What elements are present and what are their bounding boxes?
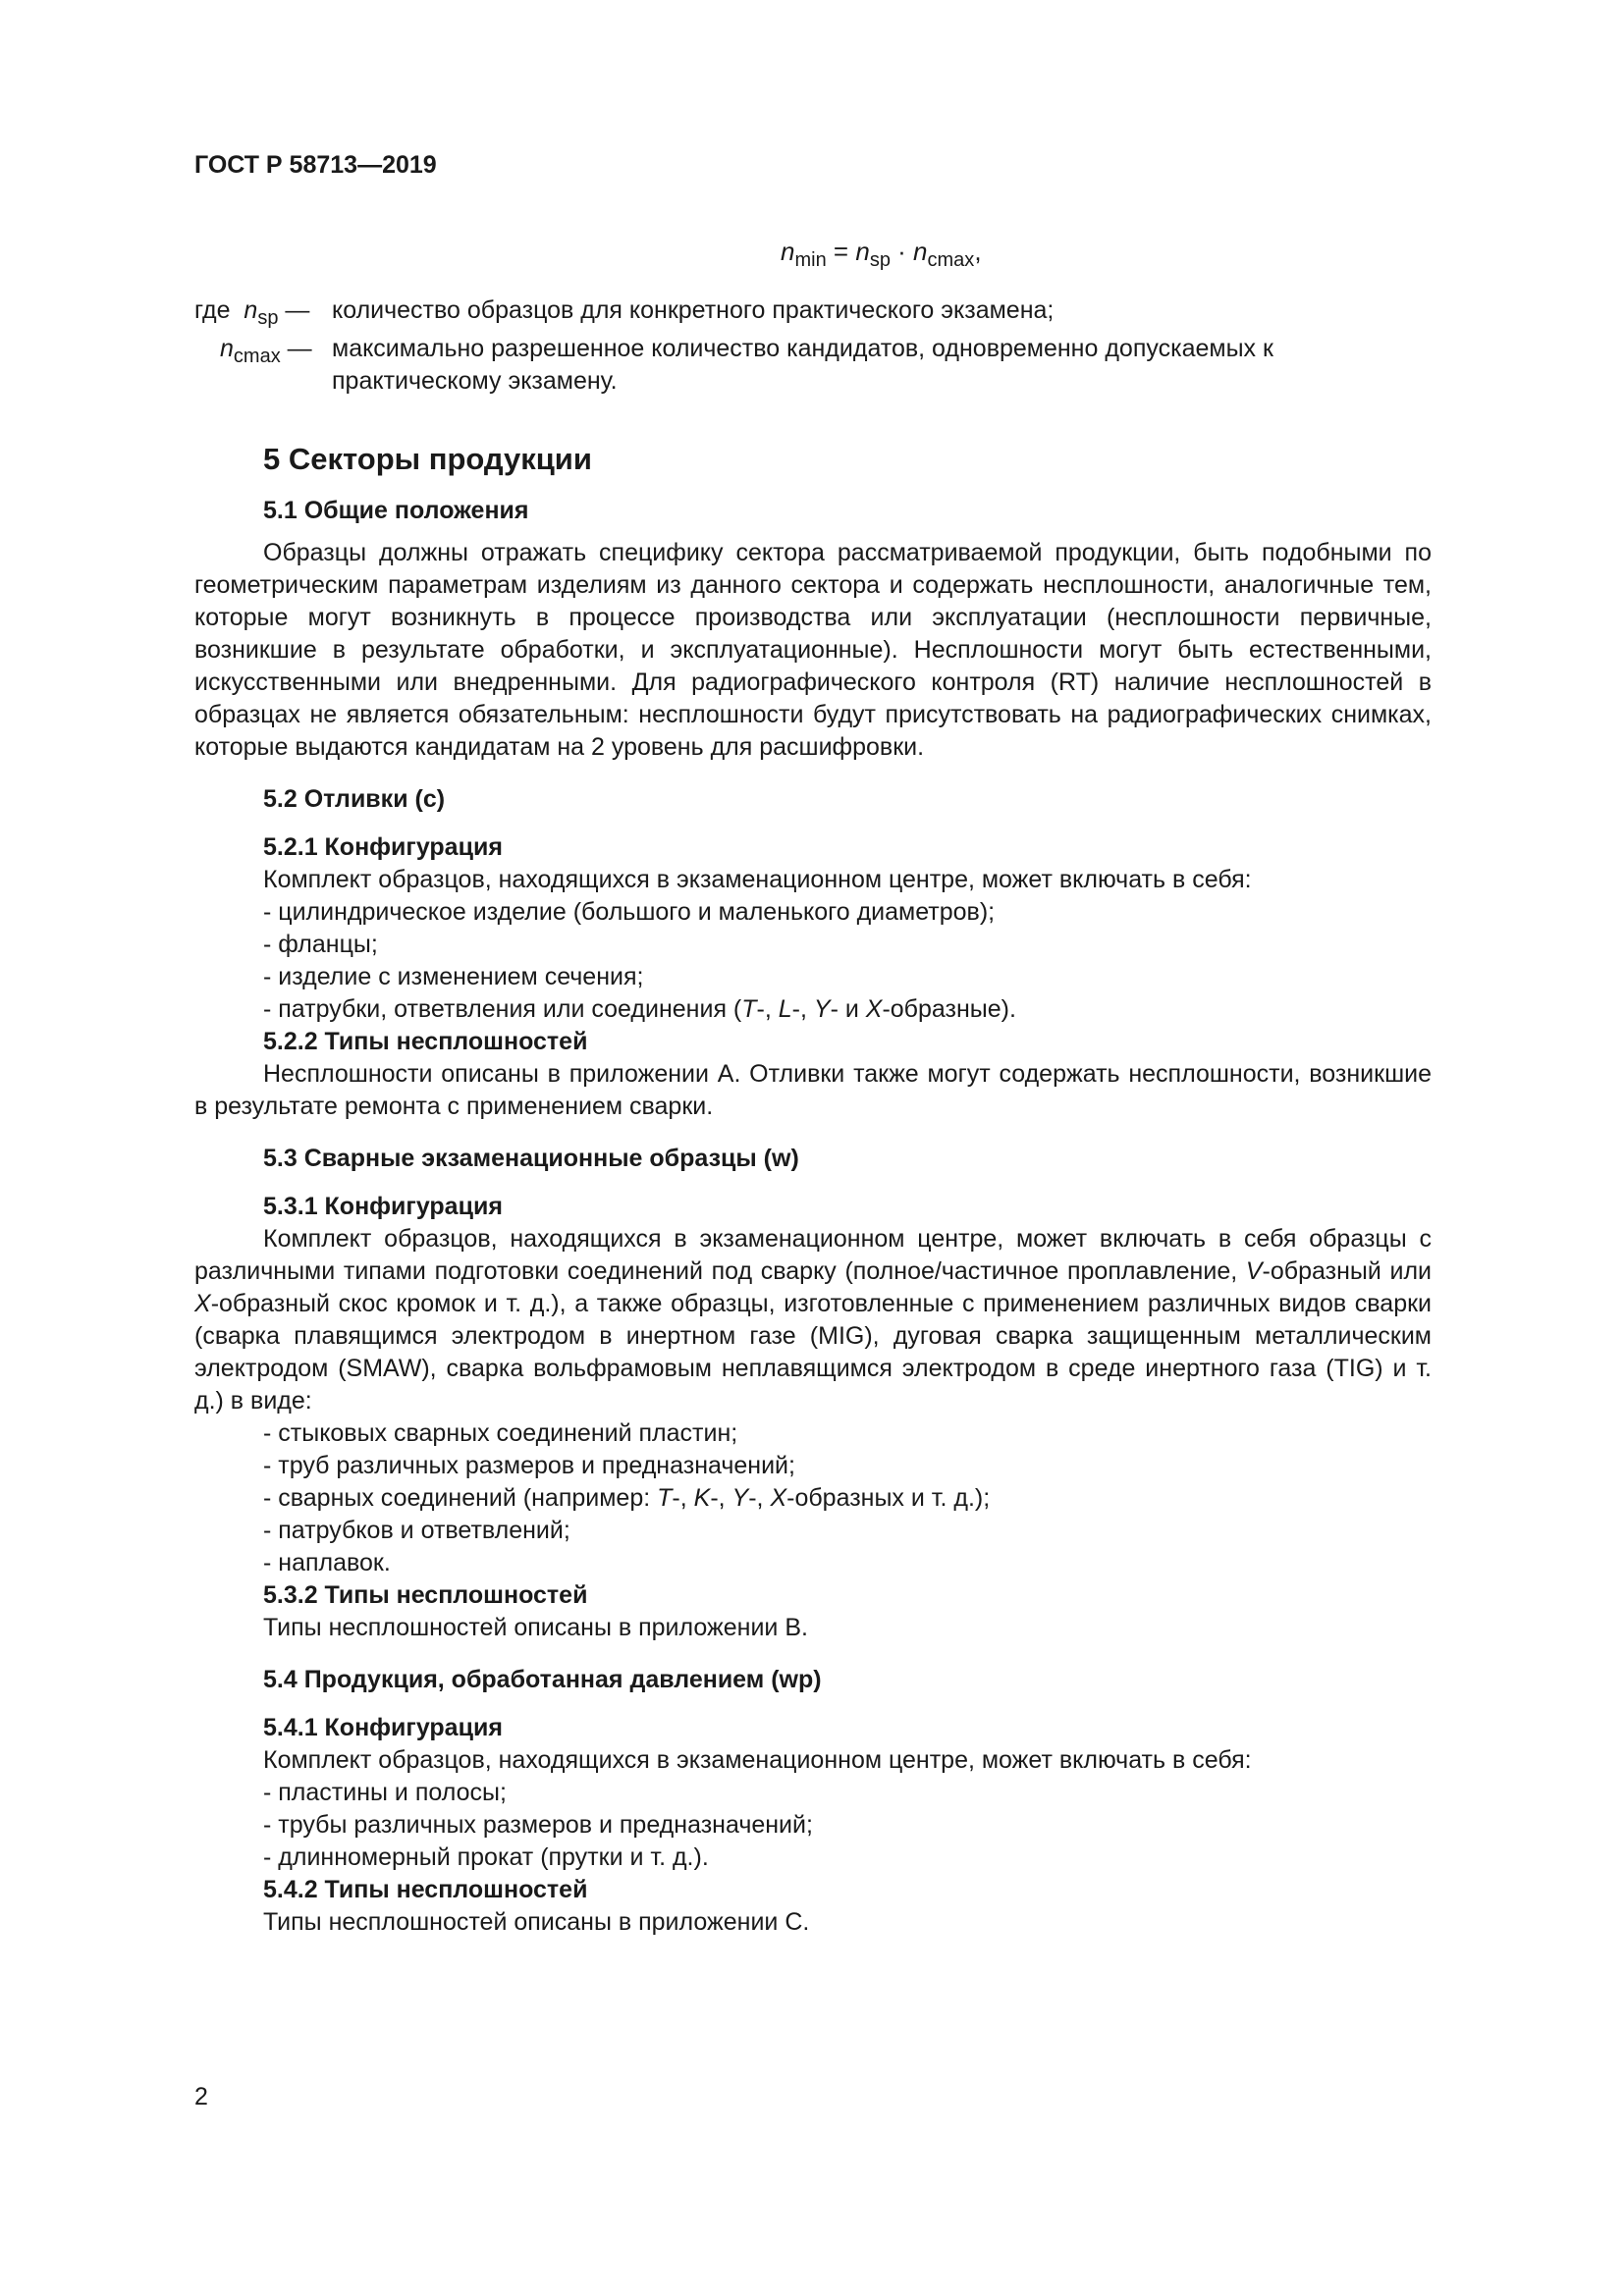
section-title-5-4-1: 5.4.1 Конфигурация [263, 1714, 503, 1741]
list-item: - длинномерный прокат (прутки и т. д.). [263, 1843, 709, 1871]
paragraph-5-3-1: Комплект образцов, находящихся в экзаменационном центре, может включать в себя образцы с различными типами подготовки соединений под сварку (полное/частичное проплавление, V-образный или X-образный скос кромок и т. д.), а также образцы, изготовленные с применением различных видов сварки (сварка плавящимся электродом в инертном газе (MIG), дуговая сварка защищенным металлическим электродом (SMAW), сварка вольфрамовым неплавящимся электродом в среде инертного газа (TIG) и т. д.) в виде: [194, 1225, 1432, 1415]
paragraph-5-2-2: Несплошности описаны в приложении A. Отливки также могут содержать несплошности, возникшие в результате ремонта с применением сварки. [194, 1060, 1432, 1120]
section-title-5-1: 5.1 Общие положения [263, 497, 529, 524]
list-item: - цилиндрическое изделие (большого и маленького диаметров); [263, 898, 996, 926]
list-item: - патрубков и ответвлений; [263, 1517, 570, 1544]
section-title-5-3: 5.3 Сварные экзаменационные образцы (w) [263, 1145, 799, 1172]
section-title-5-2: 5.2 Отливки (c) [263, 785, 446, 813]
section-title-5-4-2: 5.4.2 Типы несплошностей [263, 1876, 588, 1903]
paragraph-5-2-1-intro: Комплект образцов, находящихся в экзаменационном центре, может включать в себя: [263, 866, 1252, 893]
legend-item-ncmax [194, 333, 1432, 398]
list-item: - наплавок. [263, 1549, 391, 1576]
section-title-5-3-1: 5.3.1 Конфигурация [263, 1193, 503, 1220]
page-number: 2 [194, 2083, 208, 2110]
list-item: - трубы различных размеров и предназначений; [263, 1811, 813, 1839]
section-title-5-4: 5.4 Продукция, обработанная давлением (wp) [263, 1666, 822, 1693]
legend-symbol: $n_{cmax}$ — [220, 335, 312, 367]
list-5-3-1 [194, 1417, 1432, 1579]
list-item: - пластины и полосы; [263, 1779, 507, 1806]
document-body [194, 440, 1432, 1939]
legend-text: количество образцов для конкретного практического экзамена; [332, 296, 1055, 324]
formula: $n_{min} = n_{sp} \cdot n_{cmax}$, [781, 237, 982, 271]
list-5-2-1 [194, 896, 1432, 1026]
legend-symbol: где $n_{sp}$ — [194, 296, 310, 329]
paragraph-5-3-2: Типы несплошностей описаны в приложении B. [263, 1614, 808, 1641]
list-item: - изделие с изменением сечения; [263, 963, 644, 990]
list-item: - стыковых сварных соединений пластин; [263, 1419, 738, 1447]
section-title-5: 5 Секторы продукции [263, 442, 592, 476]
legend-item-nsp [194, 294, 1432, 327]
list-item: - патрубки, ответвления или соединения (T-, L-, Y- и X-образные). [263, 995, 1016, 1023]
section-title-5-2-1: 5.2.1 Конфигурация [263, 833, 503, 861]
list-item: - труб различных размеров и предназначений; [263, 1452, 795, 1479]
paragraph-5-4-2: Типы несплошностей описаны в приложении C. [263, 1908, 810, 1936]
formula-legend [194, 294, 1432, 398]
document-header: ГОСТ Р 58713—2019 [194, 151, 437, 179]
list-5-4-1 [194, 1777, 1432, 1874]
section-title-5-3-2: 5.3.2 Типы несплошностей [263, 1581, 588, 1609]
paragraph-5-1: Образцы должны отражать специфику сектора рассматриваемой продукции, быть подобными по геометрическим параметрам изделиям из данного сектора и содержать несплошности, аналогичные тем, которые могут возникнуть в процессе производства или эксплуатации (несплошности первичные, возникшие в результате обработки, и эксплуатационные). Несплошности могут быть естественными, искусственными или внедренными. Для радиографического контроля (RT) наличие несплошностей в образцах не является обязательным: несплошности будут присутствовать на радиографических снимках, которые выдаются кандидатам на 2 уровень для расшифровки. [194, 539, 1432, 761]
list-item: - фланцы; [263, 931, 378, 958]
list-item: - сварных соединений (например: T-, K-, Y-, X-образных и т. д.); [263, 1484, 991, 1512]
section-title-5-2-2: 5.2.2 Типы несплошностей [263, 1028, 588, 1055]
legend-text: максимально разрешенное количество кандидатов, одновременно допускаемых к практическому экзамену. [332, 335, 1273, 395]
paragraph-5-4-1-intro: Комплект образцов, находящихся в экзаменационном центре, может включать в себя: [263, 1746, 1252, 1774]
